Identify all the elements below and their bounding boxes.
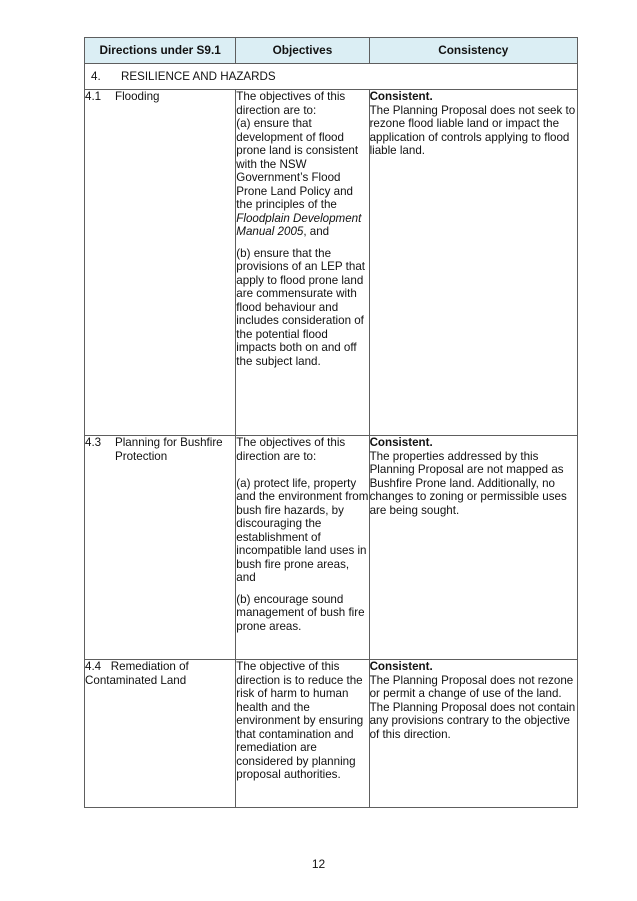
consistency-cell bbox=[369, 436, 577, 660]
section-title: RESILIENCE AND HAZARDS bbox=[121, 69, 276, 83]
objectives-cell bbox=[236, 660, 369, 808]
header-directions: Directions under S9.1 bbox=[85, 38, 236, 64]
direction-label: Planning for Bushfire Protection bbox=[115, 436, 223, 463]
objective-a: (a) protect life, property and the environment from bush fire hazards, by discouraging the establishment of incompatible land uses in bush fire prone areas, and bbox=[236, 476, 369, 584]
direction-cell bbox=[85, 436, 236, 660]
header-objectives: Objectives bbox=[236, 38, 369, 64]
direction-label: Flooding bbox=[115, 90, 160, 103]
direction-label: 4.4 Remediation of Contaminated Land bbox=[85, 660, 192, 687]
objectives-intro: The objectives of this direction are to: bbox=[236, 90, 346, 117]
objective-b: (b) ensure that the provisions of an LEP that apply to flood prone land are commensurate with flood behaviour and includes consideration of the potential flood impacts both on and off the subject land. bbox=[236, 246, 365, 368]
table-row bbox=[85, 660, 578, 808]
consistency-text: The Planning Proposal does not seek to rezone flood liable land or impact the application of controls applying to flood liable land. bbox=[369, 103, 576, 157]
direction-number: 4.1 bbox=[85, 90, 102, 103]
objective-b: (b) encourage sound management of bush fire prone areas. bbox=[236, 592, 365, 633]
section-number: 4. bbox=[91, 69, 101, 83]
consistency-cell bbox=[369, 90, 577, 436]
table-header-row bbox=[85, 38, 578, 64]
page-number: 12 bbox=[311, 857, 326, 871]
consistency-lead: Consistent. bbox=[369, 436, 433, 449]
direction-cell bbox=[85, 90, 236, 436]
objective-a-text: (a) ensure that development of flood prone land is consistent with the NSW Government’s Flood Prone Land Policy and the principles of the bbox=[236, 117, 359, 211]
directions-table bbox=[84, 37, 578, 808]
consistency-lead: Consistent. bbox=[369, 90, 433, 103]
section-heading bbox=[85, 64, 578, 90]
header-consistency: Consistency bbox=[369, 38, 577, 64]
objective-a bbox=[236, 117, 368, 239]
section-row bbox=[85, 64, 578, 90]
objectives-cell bbox=[236, 436, 369, 660]
direction-cell bbox=[85, 660, 236, 808]
table-row bbox=[85, 436, 578, 660]
consistency-text: The properties addressed by this Planning Proposal are not mapped as Bushfire Prone land. Additionally, no changes to zoning or permissible uses are being sought. bbox=[369, 449, 567, 517]
direction-number: 4.3 bbox=[85, 436, 102, 449]
consistency-cell bbox=[369, 660, 577, 808]
objective-a-suffix: , and bbox=[303, 225, 330, 238]
objectives-cell bbox=[236, 90, 369, 436]
consistency-lead: Consistent. bbox=[369, 660, 433, 673]
objectives-intro: The objectives of this direction are to: bbox=[236, 436, 346, 463]
consistency-text: The Planning Proposal does not rezone or permit a change of use of the land. The Planning Proposal does not contain any provisions contrary to the objective of this direction. bbox=[369, 673, 576, 741]
objective-a-italic: Floodplain Development Manual 2005 bbox=[236, 211, 362, 238]
objectives-text: The objective of this direction is to reduce the risk of harm to human health and the environment by ensuring that contamination and remediation are considered by planning proposal authorities. bbox=[236, 660, 364, 781]
table-row bbox=[85, 90, 578, 436]
